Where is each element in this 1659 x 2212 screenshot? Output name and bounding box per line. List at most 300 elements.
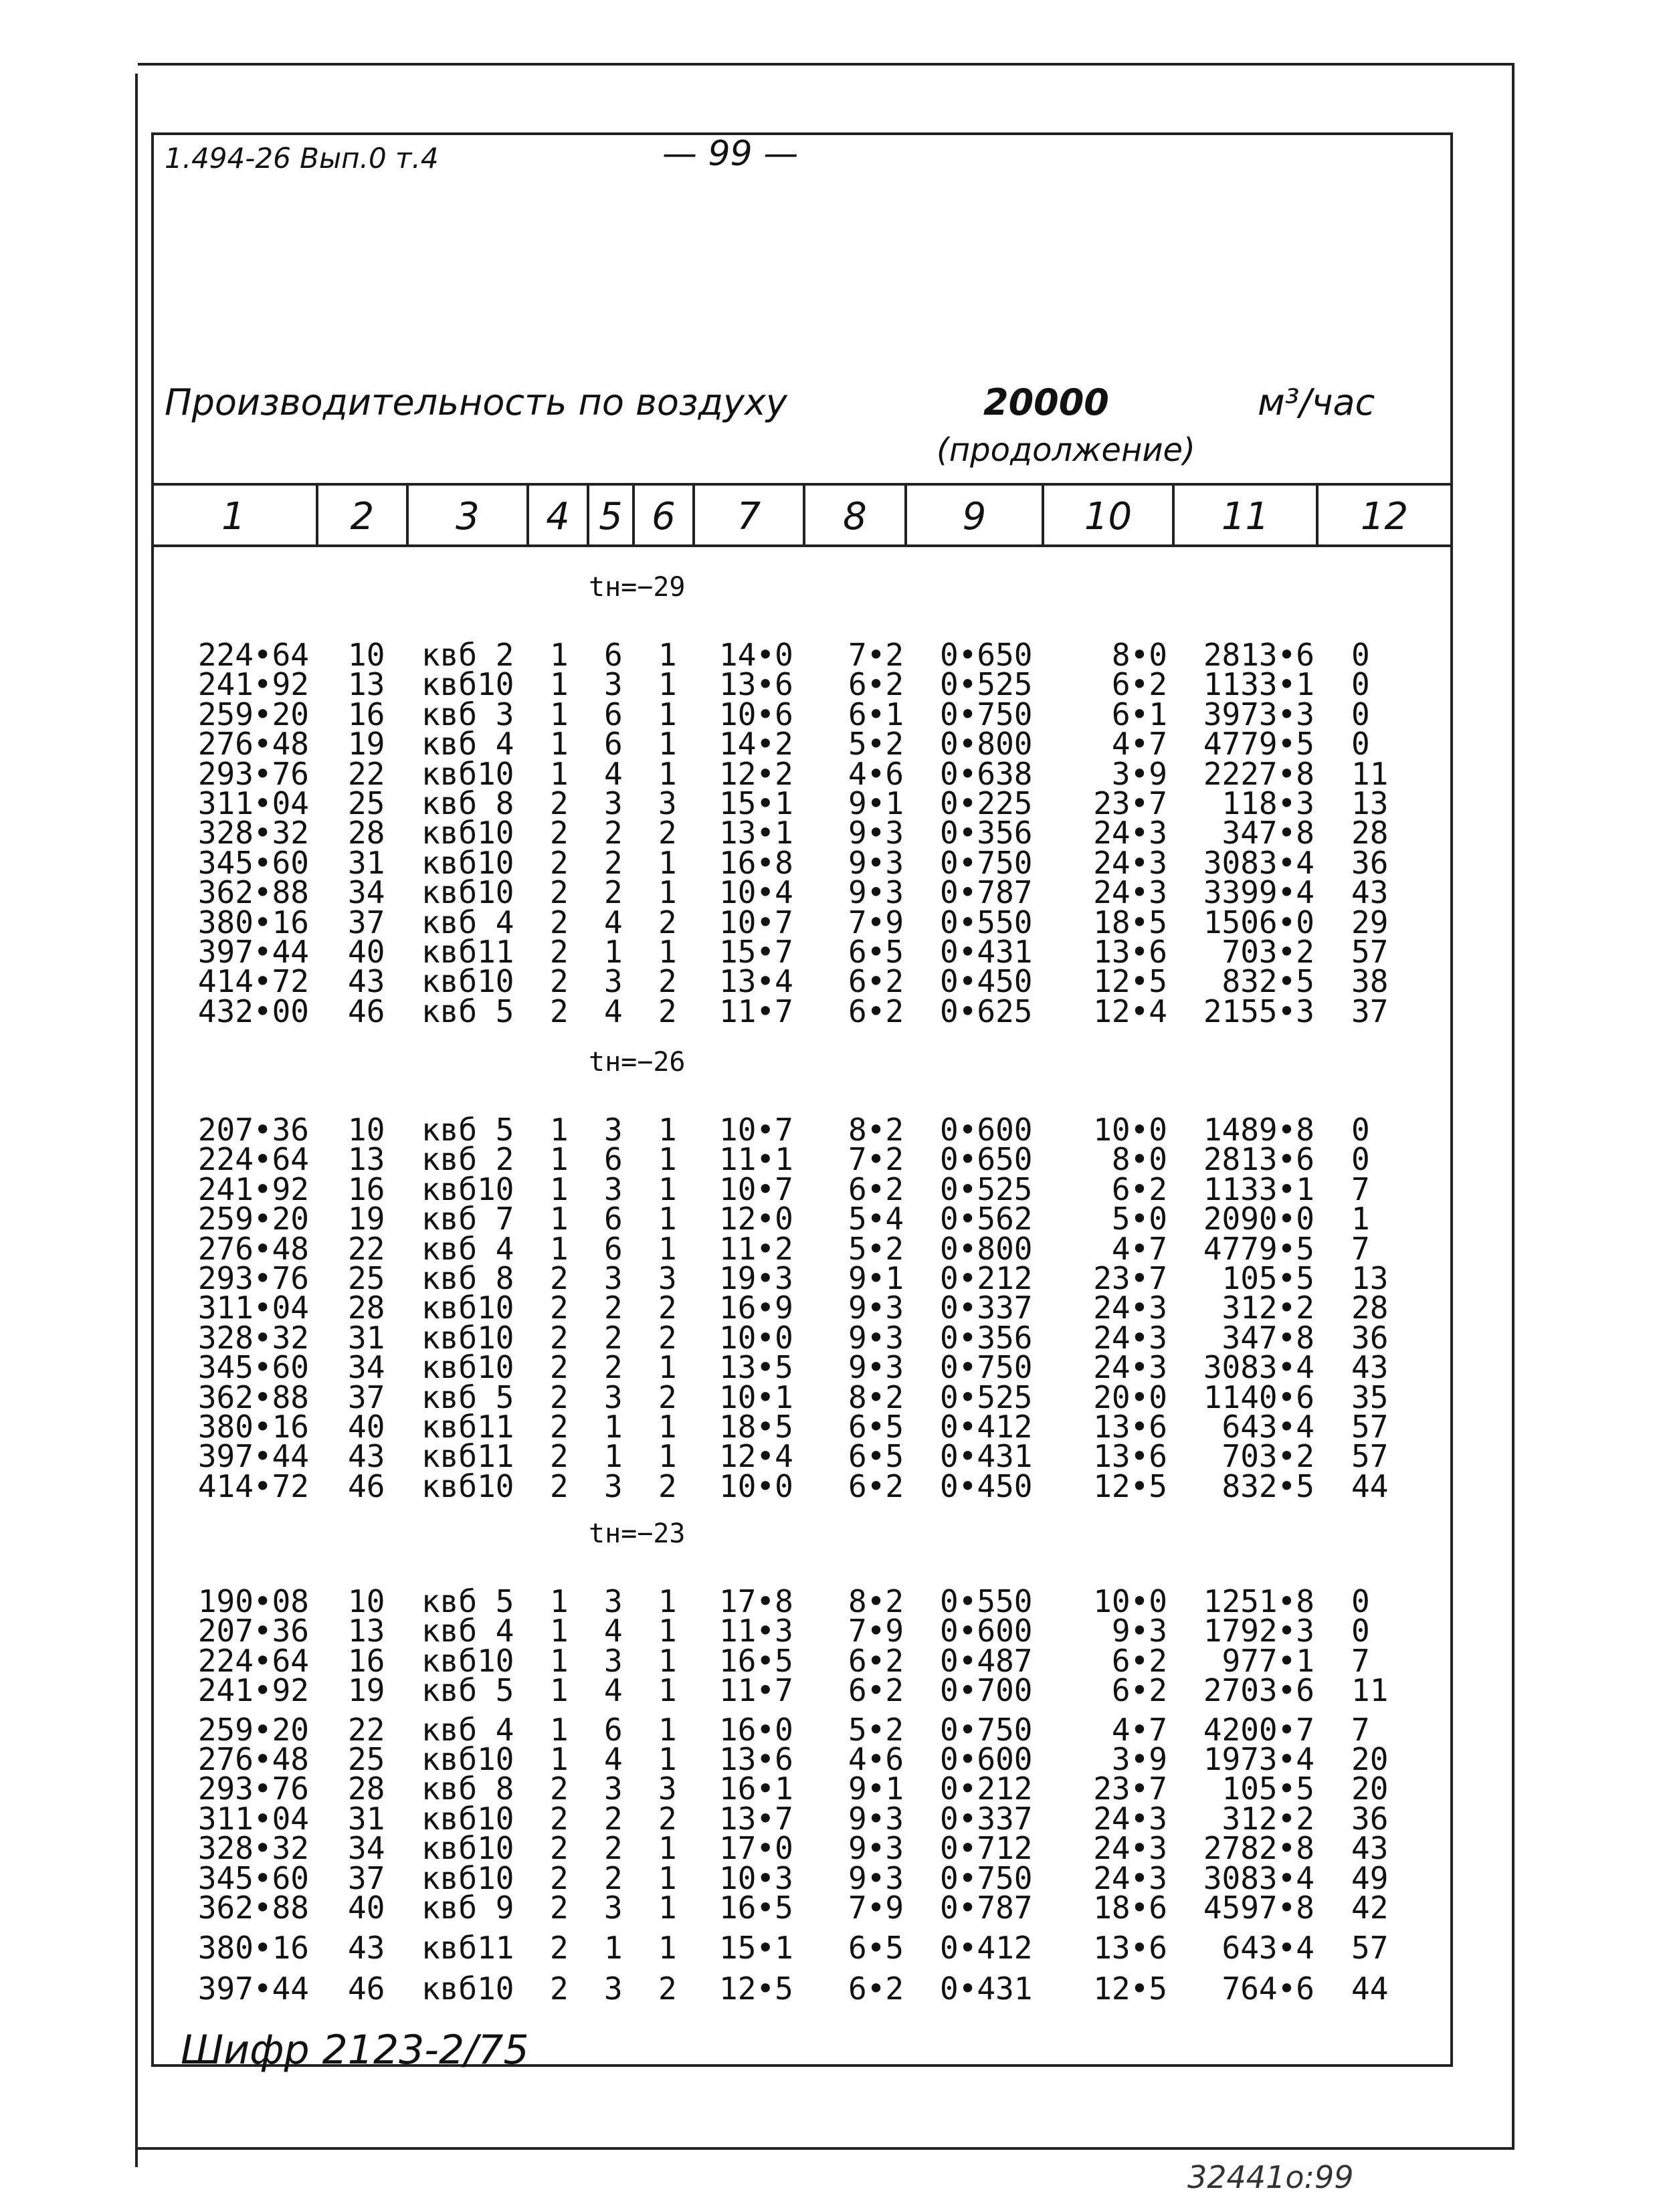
table-row bbox=[0, 963, 1659, 999]
cell-col-3: квб10 bbox=[421, 1971, 514, 2007]
column-header-8: 8 bbox=[805, 486, 907, 547]
cell-col-9: 0•712 bbox=[940, 1830, 1033, 1866]
cell-col-12: 7 bbox=[1351, 1712, 1370, 1748]
cell-col-12: 0 bbox=[1351, 637, 1370, 673]
cell-col-1: 259•20 bbox=[197, 1201, 309, 1237]
cell-col-10: 8•0 bbox=[1111, 1141, 1167, 1177]
cell-col-2: 46 bbox=[348, 1468, 385, 1504]
cell-col-1: 293•76 bbox=[197, 756, 309, 792]
cell-col-5: 2 bbox=[604, 1290, 623, 1326]
cell-col-11: 4779•5 bbox=[1203, 1231, 1314, 1267]
cell-col-8: 9•1 bbox=[848, 1771, 904, 1807]
cell-col-3: квб 4 bbox=[421, 1231, 514, 1267]
cell-col-5: 3 bbox=[604, 1112, 623, 1148]
cell-col-8: 6•2 bbox=[848, 993, 904, 1029]
cell-col-4: 2 bbox=[550, 874, 569, 910]
cell-col-5: 1 bbox=[604, 934, 623, 970]
table-row bbox=[0, 1290, 1659, 1326]
cell-col-8: 6•2 bbox=[848, 666, 904, 702]
cell-col-1: 224•64 bbox=[197, 637, 309, 673]
cell-col-6: 2 bbox=[658, 815, 677, 851]
cell-col-9: 0•412 bbox=[940, 1930, 1033, 1966]
cell-col-1: 414•72 bbox=[197, 1468, 309, 1504]
cell-col-3: квб 5 bbox=[421, 1379, 514, 1415]
cell-col-8: 9•3 bbox=[848, 874, 904, 910]
table-row bbox=[0, 1613, 1659, 1649]
cell-col-3: квб11 bbox=[421, 1438, 514, 1474]
cell-col-2: 25 bbox=[348, 1260, 385, 1296]
cell-col-11: 1133•1 bbox=[1203, 1171, 1314, 1207]
table-row bbox=[0, 1409, 1659, 1445]
cell-col-1: 259•20 bbox=[197, 696, 309, 732]
cell-col-1: 293•76 bbox=[197, 1771, 309, 1807]
cell-col-5: 6 bbox=[604, 1231, 623, 1267]
cell-col-9: 0•525 bbox=[940, 1379, 1033, 1415]
cell-col-3: квб10 bbox=[421, 1349, 514, 1385]
cell-col-2: 40 bbox=[348, 1409, 385, 1445]
cell-col-11: 3973•3 bbox=[1203, 696, 1314, 732]
cell-col-8: 6•5 bbox=[848, 1438, 904, 1474]
cell-col-3: квб 8 bbox=[421, 1771, 514, 1807]
cell-col-4: 1 bbox=[550, 666, 569, 702]
column-header-9: 9 bbox=[907, 486, 1044, 547]
cell-col-2: 40 bbox=[348, 1890, 385, 1926]
cell-col-8: 6•5 bbox=[848, 1409, 904, 1445]
cell-col-1: 241•92 bbox=[197, 666, 309, 702]
cell-col-7: 13•4 bbox=[719, 963, 793, 999]
cell-col-5: 2 bbox=[604, 1349, 623, 1385]
cell-col-11: 2813•6 bbox=[1203, 1141, 1314, 1177]
cell-col-9: 0•550 bbox=[940, 904, 1033, 940]
cell-col-3: квб 9 bbox=[421, 1890, 514, 1926]
cell-col-4: 2 bbox=[550, 785, 569, 821]
cell-col-10: 24•3 bbox=[1093, 1830, 1167, 1866]
cell-col-12: 57 bbox=[1351, 1930, 1389, 1966]
archive-stamp-number: 32441о:99 bbox=[1187, 2159, 1354, 2195]
cell-col-9: 0•638 bbox=[940, 756, 1033, 792]
cell-col-8: 7•9 bbox=[848, 1613, 904, 1649]
table-header bbox=[151, 483, 1453, 547]
cell-col-12: 28 bbox=[1351, 1290, 1389, 1326]
cell-col-7: 16•8 bbox=[719, 845, 793, 881]
cell-col-9: 0•431 bbox=[940, 1438, 1033, 1474]
cell-col-12: 36 bbox=[1351, 845, 1389, 881]
cell-col-6: 1 bbox=[658, 696, 677, 732]
cell-col-6: 1 bbox=[658, 1231, 677, 1267]
cell-col-12: 0 bbox=[1351, 1141, 1370, 1177]
cell-col-10: 13•6 bbox=[1093, 1409, 1167, 1445]
cell-col-10: 9•3 bbox=[1111, 1613, 1167, 1649]
cell-col-4: 2 bbox=[550, 963, 569, 999]
cell-col-9: 0•800 bbox=[940, 726, 1033, 762]
cell-col-8: 6•5 bbox=[848, 934, 904, 970]
cell-col-5: 3 bbox=[604, 1171, 623, 1207]
table-row bbox=[0, 1890, 1659, 1926]
cell-col-5: 4 bbox=[604, 1672, 623, 1708]
cell-col-7: 16•9 bbox=[719, 1290, 793, 1326]
cell-col-1: 345•60 bbox=[197, 1349, 309, 1385]
cell-col-3: квб 8 bbox=[421, 1260, 514, 1296]
cell-col-6: 1 bbox=[658, 1672, 677, 1708]
table-row bbox=[0, 785, 1659, 821]
cell-col-5: 3 bbox=[604, 785, 623, 821]
cell-col-9: 0•337 bbox=[940, 1801, 1033, 1837]
cell-col-9: 0•650 bbox=[940, 637, 1033, 673]
cell-col-9: 0•212 bbox=[940, 1260, 1033, 1296]
cell-col-4: 1 bbox=[550, 1613, 569, 1649]
cell-col-9: 0•525 bbox=[940, 666, 1033, 702]
cell-col-1: 345•60 bbox=[197, 845, 309, 881]
cell-col-12: 29 bbox=[1351, 904, 1389, 940]
cell-col-8: 4•6 bbox=[848, 756, 904, 792]
cell-col-3: квб 8 bbox=[421, 785, 514, 821]
cell-col-11: 2155•3 bbox=[1203, 993, 1314, 1029]
cell-col-6: 2 bbox=[658, 1971, 677, 2007]
cell-col-5: 3 bbox=[604, 1971, 623, 2007]
cell-col-10: 6•2 bbox=[1111, 1672, 1167, 1708]
cell-col-12: 57 bbox=[1351, 934, 1389, 970]
cipher-label: Шифр 2123-2/75 bbox=[181, 2027, 529, 2074]
cell-col-4: 1 bbox=[550, 1231, 569, 1267]
cell-col-4: 2 bbox=[550, 1409, 569, 1445]
cell-col-4: 2 bbox=[550, 1890, 569, 1926]
cell-col-12: 57 bbox=[1351, 1409, 1389, 1445]
cell-col-8: 9•3 bbox=[848, 1830, 904, 1866]
cell-col-10: 13•6 bbox=[1093, 1438, 1167, 1474]
cell-col-3: квб11 bbox=[421, 934, 514, 970]
cell-col-5: 3 bbox=[604, 1468, 623, 1504]
cell-col-12: 20 bbox=[1351, 1741, 1389, 1777]
table-row bbox=[0, 1860, 1659, 1896]
cell-col-5: 1 bbox=[604, 1438, 623, 1474]
cell-col-2: 10 bbox=[348, 1583, 385, 1619]
cell-col-8: 5•2 bbox=[848, 1231, 904, 1267]
cell-col-11: 3083•4 bbox=[1203, 1349, 1314, 1385]
table-row bbox=[0, 1141, 1659, 1177]
cell-col-1: 362•88 bbox=[197, 1890, 309, 1926]
cell-col-7: 13•7 bbox=[719, 1801, 793, 1837]
cell-col-11: 2782•8 bbox=[1203, 1830, 1314, 1866]
cell-col-6: 1 bbox=[658, 1409, 677, 1445]
cell-col-12: 7 bbox=[1351, 1231, 1370, 1267]
cell-col-9: 0•487 bbox=[940, 1643, 1033, 1679]
cell-col-11: 118•3 bbox=[1222, 785, 1314, 821]
cell-col-4: 1 bbox=[550, 1741, 569, 1777]
cell-col-6: 1 bbox=[658, 1890, 677, 1926]
cell-col-5: 3 bbox=[604, 1890, 623, 1926]
cell-col-12: 36 bbox=[1351, 1320, 1389, 1356]
cell-col-11: 312•2 bbox=[1222, 1801, 1314, 1837]
cell-col-1: 311•04 bbox=[197, 1290, 309, 1326]
cell-col-2: 28 bbox=[348, 1771, 385, 1807]
cell-col-6: 1 bbox=[658, 666, 677, 702]
cell-col-8: 6•5 bbox=[848, 1930, 904, 1966]
table-row bbox=[0, 1930, 1659, 1966]
cell-col-2: 31 bbox=[348, 845, 385, 881]
cell-col-1: 276•48 bbox=[197, 726, 309, 762]
cell-col-3: квб10 bbox=[421, 815, 514, 851]
table-row bbox=[0, 815, 1659, 851]
cell-col-5: 4 bbox=[604, 756, 623, 792]
cell-col-2: 22 bbox=[348, 756, 385, 792]
page-number: — 99 — bbox=[662, 134, 799, 174]
cell-col-3: квб 4 bbox=[421, 904, 514, 940]
cell-col-7: 12•2 bbox=[719, 756, 793, 792]
table-row bbox=[0, 726, 1659, 762]
cell-col-5: 3 bbox=[604, 1771, 623, 1807]
cell-col-1: 241•92 bbox=[197, 1672, 309, 1708]
cell-col-8: 6•2 bbox=[848, 1643, 904, 1679]
cell-col-9: 0•337 bbox=[940, 1290, 1033, 1326]
cell-col-10: 23•7 bbox=[1093, 1771, 1167, 1807]
cell-col-11: 977•1 bbox=[1222, 1643, 1314, 1679]
cell-col-11: 832•5 bbox=[1222, 963, 1314, 999]
cell-col-6: 1 bbox=[658, 726, 677, 762]
cell-col-11: 1133•1 bbox=[1203, 666, 1314, 702]
cell-col-4: 2 bbox=[550, 815, 569, 851]
cell-col-4: 2 bbox=[550, 993, 569, 1029]
cell-col-7: 16•1 bbox=[719, 1771, 793, 1807]
cell-col-11: 2227•8 bbox=[1203, 756, 1314, 792]
cell-col-8: 9•3 bbox=[848, 1860, 904, 1896]
cell-col-4: 1 bbox=[550, 1171, 569, 1207]
cell-col-3: квб 4 bbox=[421, 726, 514, 762]
cell-col-7: 13•5 bbox=[719, 1349, 793, 1385]
cell-col-11: 2813•6 bbox=[1203, 637, 1314, 673]
cell-col-8: 9•3 bbox=[848, 845, 904, 881]
column-header-2: 2 bbox=[318, 486, 409, 547]
cell-col-10: 24•3 bbox=[1093, 1349, 1167, 1385]
cell-col-2: 37 bbox=[348, 904, 385, 940]
column-header-10: 10 bbox=[1044, 486, 1175, 547]
cell-col-8: 6•2 bbox=[848, 1468, 904, 1504]
cell-col-6: 1 bbox=[658, 637, 677, 673]
cell-col-2: 43 bbox=[348, 1930, 385, 1966]
cell-col-6: 3 bbox=[658, 1771, 677, 1807]
table-row bbox=[0, 1971, 1659, 2007]
cell-col-12: 28 bbox=[1351, 815, 1389, 851]
cell-col-3: квб 5 bbox=[421, 1112, 514, 1148]
cell-col-9: 0•225 bbox=[940, 785, 1033, 821]
cell-col-6: 2 bbox=[658, 1468, 677, 1504]
cell-col-3: квб10 bbox=[421, 1801, 514, 1837]
cell-col-11: 703•2 bbox=[1222, 1438, 1314, 1474]
table-row bbox=[0, 1320, 1659, 1356]
cell-col-2: 34 bbox=[348, 1349, 385, 1385]
cell-col-12: 43 bbox=[1351, 874, 1389, 910]
cell-col-4: 1 bbox=[550, 637, 569, 673]
cell-col-8: 9•3 bbox=[848, 1290, 904, 1326]
cell-col-11: 703•2 bbox=[1222, 934, 1314, 970]
cell-col-7: 10•7 bbox=[719, 1112, 793, 1148]
continued-label: (продолжение) bbox=[937, 431, 1195, 469]
cell-col-9: 0•625 bbox=[940, 993, 1033, 1029]
table-row bbox=[0, 1830, 1659, 1866]
table-row bbox=[0, 1672, 1659, 1708]
cell-col-3: квб10 bbox=[421, 1171, 514, 1207]
cell-col-8: 9•1 bbox=[848, 1260, 904, 1296]
table-row bbox=[0, 934, 1659, 970]
cell-col-9: 0•750 bbox=[940, 1349, 1033, 1385]
cell-col-5: 3 bbox=[604, 1643, 623, 1679]
cell-col-5: 3 bbox=[604, 963, 623, 999]
cell-col-5: 2 bbox=[604, 1320, 623, 1356]
cell-col-1: 311•04 bbox=[197, 1801, 309, 1837]
cell-col-1: 380•16 bbox=[197, 904, 309, 940]
cell-col-12: 38 bbox=[1351, 963, 1389, 999]
cell-col-8: 9•3 bbox=[848, 1320, 904, 1356]
cell-col-12: 11 bbox=[1351, 1672, 1389, 1708]
cell-col-1: 362•88 bbox=[197, 1379, 309, 1415]
cell-col-8: 4•6 bbox=[848, 1741, 904, 1777]
cell-col-2: 19 bbox=[348, 726, 385, 762]
cell-col-1: 397•44 bbox=[197, 1438, 309, 1474]
cell-col-10: 6•2 bbox=[1111, 666, 1167, 702]
cell-col-11: 1489•8 bbox=[1203, 1112, 1314, 1148]
cell-col-5: 2 bbox=[604, 874, 623, 910]
cell-col-12: 0 bbox=[1351, 1613, 1370, 1649]
cell-col-6: 2 bbox=[658, 993, 677, 1029]
cell-col-7: 18•5 bbox=[719, 1409, 793, 1445]
cell-col-12: 20 bbox=[1351, 1771, 1389, 1807]
cell-col-6: 3 bbox=[658, 785, 677, 821]
column-header-5: 5 bbox=[589, 486, 635, 547]
cell-col-7: 16•5 bbox=[719, 1890, 793, 1926]
cell-col-3: квб 4 bbox=[421, 1712, 514, 1748]
cell-col-8: 7•2 bbox=[848, 1141, 904, 1177]
cell-col-2: 16 bbox=[348, 696, 385, 732]
cell-col-3: квб11 bbox=[421, 1409, 514, 1445]
cell-col-9: 0•600 bbox=[940, 1613, 1033, 1649]
cell-col-4: 1 bbox=[550, 726, 569, 762]
cell-col-4: 2 bbox=[550, 1860, 569, 1896]
cell-col-1: 293•76 bbox=[197, 1260, 309, 1296]
cell-col-11: 4779•5 bbox=[1203, 726, 1314, 762]
cell-col-4: 2 bbox=[550, 1290, 569, 1326]
cell-col-7: 12•4 bbox=[719, 1438, 793, 1474]
column-header-11: 11 bbox=[1175, 486, 1319, 547]
cell-col-8: 7•9 bbox=[848, 904, 904, 940]
cell-col-2: 13 bbox=[348, 666, 385, 702]
cell-col-1: 362•88 bbox=[197, 874, 309, 910]
cell-col-4: 2 bbox=[550, 1830, 569, 1866]
cell-col-3: квб 2 bbox=[421, 1141, 514, 1177]
cell-col-12: 1 bbox=[1351, 1201, 1370, 1237]
airflow-unit: м³/час bbox=[1258, 381, 1375, 423]
cell-col-4: 2 bbox=[550, 1771, 569, 1807]
cell-col-9: 0•750 bbox=[940, 1860, 1033, 1896]
cell-col-6: 1 bbox=[658, 1141, 677, 1177]
cell-col-1: 190•08 bbox=[197, 1583, 309, 1619]
cell-col-1: 311•04 bbox=[197, 785, 309, 821]
cell-col-8: 6•2 bbox=[848, 1171, 904, 1207]
cell-col-4: 2 bbox=[550, 1349, 569, 1385]
column-header-6: 6 bbox=[635, 486, 695, 547]
cell-col-9: 0•600 bbox=[940, 1741, 1033, 1777]
cell-col-8: 6•1 bbox=[848, 696, 904, 732]
cell-col-1: 259•20 bbox=[197, 1712, 309, 1748]
cell-col-4: 2 bbox=[550, 1801, 569, 1837]
cell-col-7: 17•0 bbox=[719, 1830, 793, 1866]
cell-col-5: 6 bbox=[604, 726, 623, 762]
table-row bbox=[0, 1438, 1659, 1474]
cell-col-11: 312•2 bbox=[1222, 1290, 1314, 1326]
cell-col-10: 23•7 bbox=[1093, 1260, 1167, 1296]
cell-col-11: 105•5 bbox=[1222, 1260, 1314, 1296]
cell-col-11: 643•4 bbox=[1222, 1930, 1314, 1966]
table-row bbox=[0, 1468, 1659, 1504]
cell-col-7: 10•3 bbox=[719, 1860, 793, 1896]
section-label: tн=−23 bbox=[589, 1518, 686, 1549]
cell-col-6: 1 bbox=[658, 1613, 677, 1649]
cell-col-10: 5•0 bbox=[1111, 1201, 1167, 1237]
cell-col-5: 6 bbox=[604, 637, 623, 673]
cell-col-1: 328•32 bbox=[197, 815, 309, 851]
cell-col-3: квб 2 bbox=[421, 637, 514, 673]
cell-col-2: 31 bbox=[348, 1320, 385, 1356]
cell-col-12: 44 bbox=[1351, 1971, 1389, 2007]
cell-col-7: 10•1 bbox=[719, 1379, 793, 1415]
cell-col-6: 2 bbox=[658, 963, 677, 999]
table-row bbox=[0, 637, 1659, 673]
cell-col-11: 1792•3 bbox=[1203, 1613, 1314, 1649]
cell-col-1: 328•32 bbox=[197, 1830, 309, 1866]
cell-col-12: 0 bbox=[1351, 726, 1370, 762]
cell-col-6: 2 bbox=[658, 904, 677, 940]
cell-col-2: 28 bbox=[348, 815, 385, 851]
cell-col-5: 2 bbox=[604, 845, 623, 881]
cell-col-7: 11•7 bbox=[719, 1672, 793, 1708]
cell-col-6: 1 bbox=[658, 874, 677, 910]
cell-col-12: 13 bbox=[1351, 1260, 1389, 1296]
cell-col-5: 6 bbox=[604, 1141, 623, 1177]
cell-col-7: 17•8 bbox=[719, 1583, 793, 1619]
cell-col-2: 46 bbox=[348, 1971, 385, 2007]
cell-col-8: 6•2 bbox=[848, 1672, 904, 1708]
cell-col-9: 0•356 bbox=[940, 815, 1033, 851]
cell-col-8: 9•3 bbox=[848, 1349, 904, 1385]
cell-col-2: 19 bbox=[348, 1201, 385, 1237]
cell-col-6: 2 bbox=[658, 1320, 677, 1356]
cell-col-6: 1 bbox=[658, 1643, 677, 1679]
cell-col-3: квб10 bbox=[421, 1643, 514, 1679]
cell-col-12: 7 bbox=[1351, 1171, 1370, 1207]
cell-col-8: 8•2 bbox=[848, 1379, 904, 1415]
cell-col-2: 16 bbox=[348, 1171, 385, 1207]
column-header-1: 1 bbox=[151, 486, 318, 547]
cell-col-5: 4 bbox=[604, 904, 623, 940]
cell-col-3: квб10 bbox=[421, 1468, 514, 1504]
cell-col-9: 0•600 bbox=[940, 1112, 1033, 1148]
cell-col-9: 0•431 bbox=[940, 1971, 1033, 2007]
cell-col-2: 31 bbox=[348, 1801, 385, 1837]
cell-col-6: 1 bbox=[658, 1438, 677, 1474]
table-row bbox=[0, 1771, 1659, 1807]
cell-col-5: 4 bbox=[604, 1613, 623, 1649]
cell-col-7: 15•1 bbox=[719, 785, 793, 821]
cell-col-2: 37 bbox=[348, 1860, 385, 1896]
cell-col-4: 2 bbox=[550, 1468, 569, 1504]
cell-col-6: 1 bbox=[658, 1860, 677, 1896]
cell-col-7: 10•6 bbox=[719, 696, 793, 732]
cell-col-1: 328•32 bbox=[197, 1320, 309, 1356]
cell-col-3: квб10 bbox=[421, 963, 514, 999]
cell-col-9: 0•750 bbox=[940, 845, 1033, 881]
cell-col-2: 28 bbox=[348, 1290, 385, 1326]
cell-col-9: 0•550 bbox=[940, 1583, 1033, 1619]
cell-col-1: 207•36 bbox=[197, 1112, 309, 1148]
table-row bbox=[0, 1171, 1659, 1207]
